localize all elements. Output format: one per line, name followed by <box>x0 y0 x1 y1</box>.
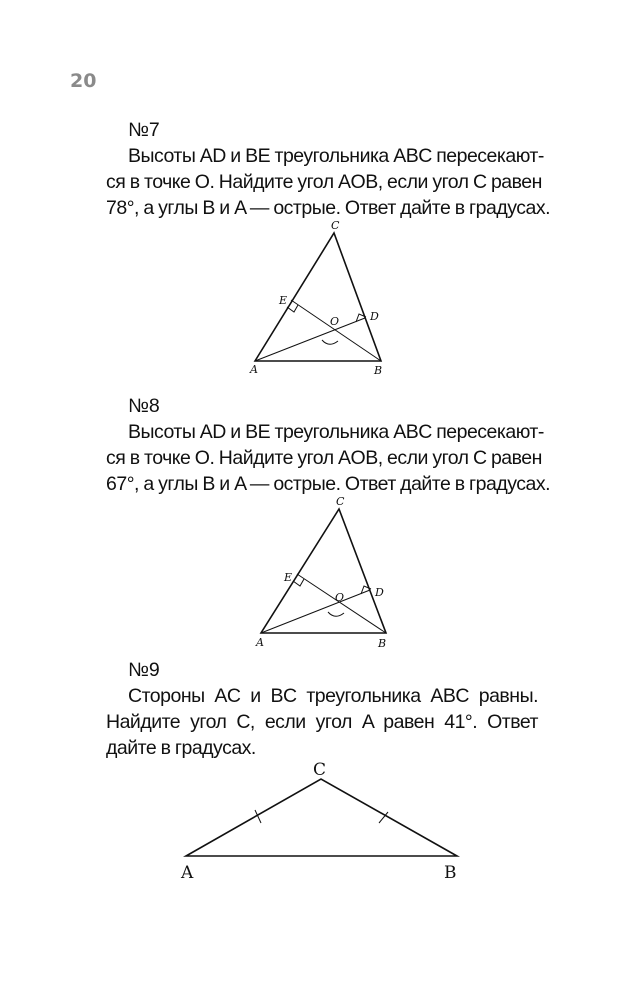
problem-7-number: №7 <box>128 119 160 141</box>
label-a: A <box>256 636 264 649</box>
label-b: B <box>444 863 457 883</box>
label-o: O <box>330 315 340 328</box>
problem-8-line-3: 67°, а углы B и A — острые. Ответ дайте в градусах. <box>106 473 551 495</box>
page-number: 20 <box>70 70 97 92</box>
problem-9-line-1: Стороны AC и BC треугольника ABC равны. <box>128 685 538 707</box>
label-b: B <box>378 637 387 650</box>
problem-8-line-1: Высоты AD и BE треугольника ABC пересекают- <box>128 421 544 443</box>
label-e: E <box>284 571 293 584</box>
label-c: C <box>336 495 345 508</box>
label-a: A <box>250 363 258 376</box>
problem-7-line-2: ся в точке O. Найдите угол AOB, если угол C равен <box>106 171 542 193</box>
label-c: C <box>313 760 327 780</box>
triangle-abc-9 <box>186 779 457 856</box>
problem-8-number: №8 <box>128 395 160 417</box>
label-b: B <box>374 364 383 377</box>
label-c: C <box>331 219 340 232</box>
problem-7-line-1: Высоты AD и BE треугольника ABC пересекают- <box>128 145 544 167</box>
label-a: A <box>181 863 194 883</box>
label-e: E <box>279 294 288 307</box>
label-d: D <box>370 310 379 323</box>
problem-8-line-2: ся в точке O. Найдите угол AOB, если угол C равен <box>106 447 542 469</box>
problem-9-number: №9 <box>128 659 160 681</box>
triangle-outline <box>186 779 457 856</box>
label-d: D <box>375 586 384 599</box>
problem-7-line-3: 78°, а углы B и A — острые. Ответ дайте в градусах. <box>106 197 551 219</box>
problem-9-line-3: дайте в градусах. <box>106 737 256 759</box>
label-o: O <box>335 591 345 604</box>
problem-9-line-2: Найдите угол C, если угол A равен 41°. Ответ <box>106 711 538 733</box>
